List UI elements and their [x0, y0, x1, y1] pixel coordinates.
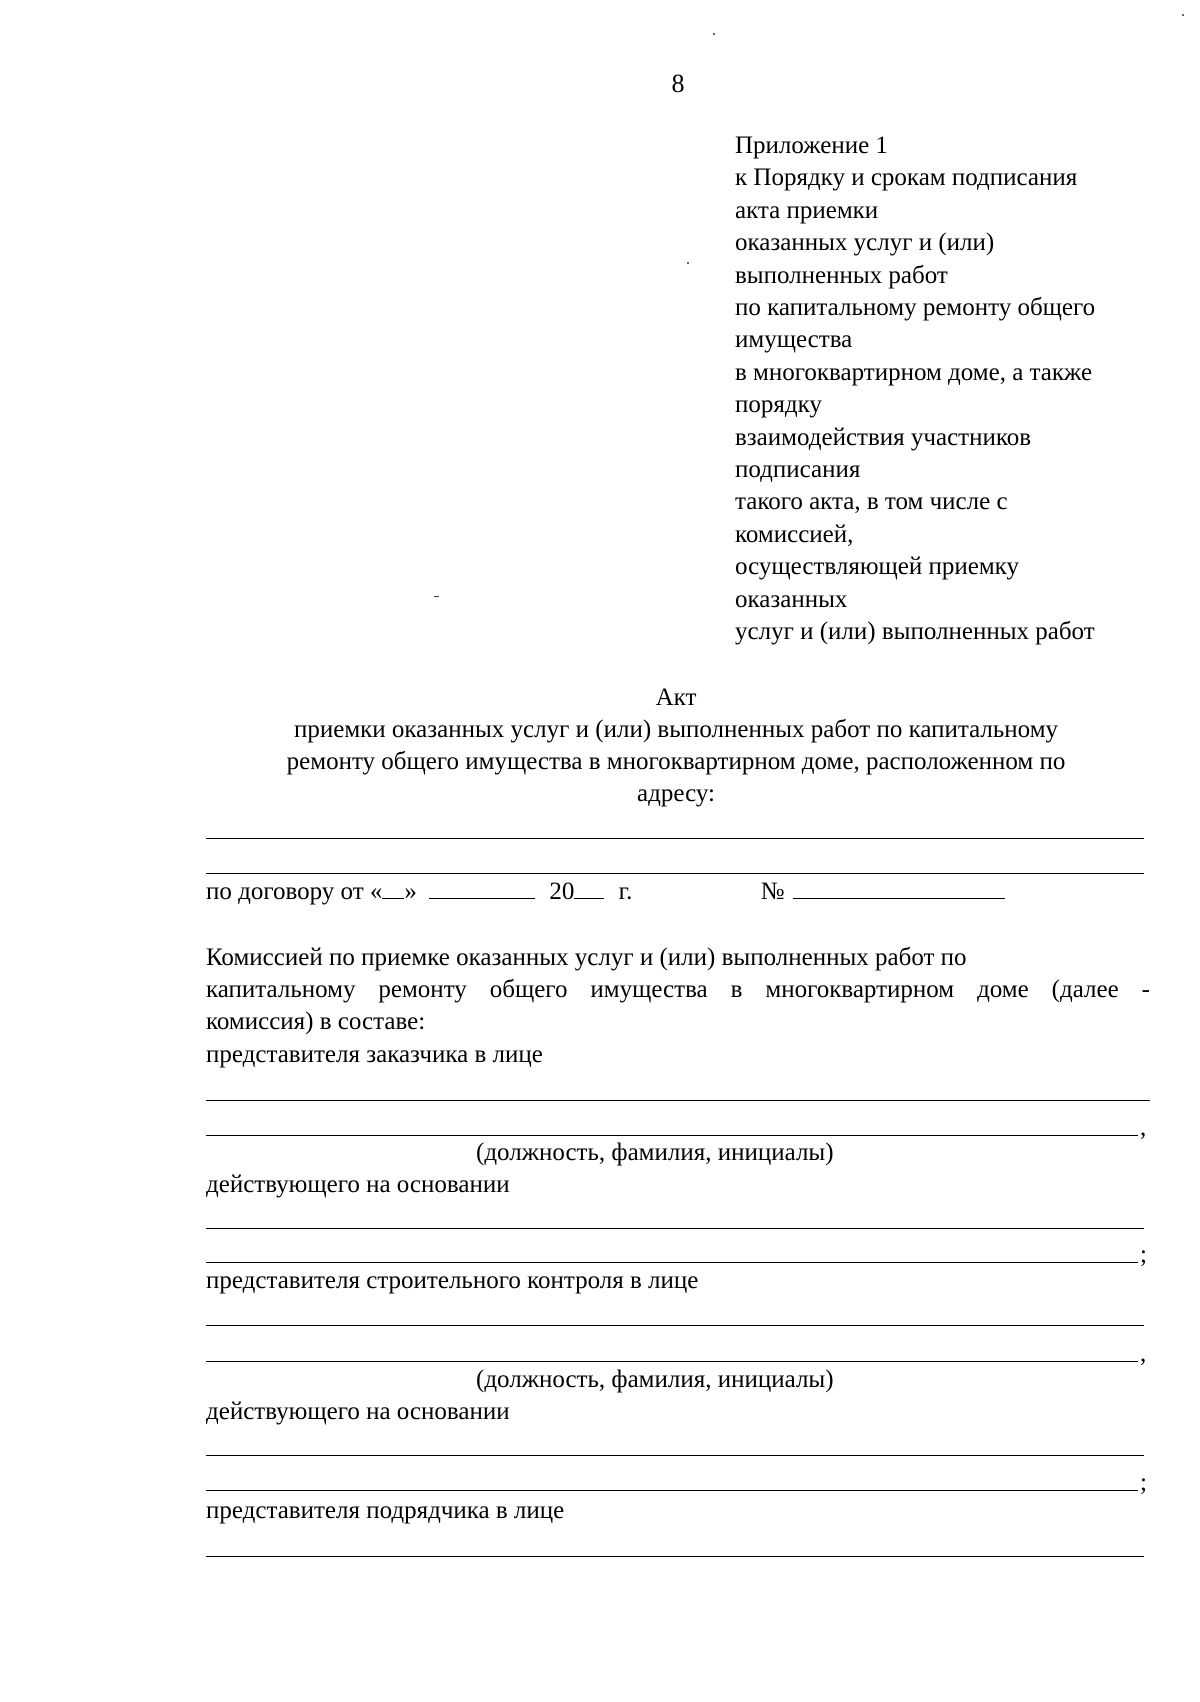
- act-subtitle-line: ремонту общего имущества в многоквартирном доме, расположенном по: [286, 748, 1066, 775]
- contract-month-field[interactable]: [429, 876, 535, 899]
- appendix-line: имущества: [735, 326, 853, 354]
- appendix-line: акта приемки: [735, 196, 879, 224]
- page-number: 8: [671, 69, 685, 98]
- appendix-line: оказанных услуг и (или): [735, 229, 995, 257]
- line-end-semicolon: ;: [1140, 1469, 1147, 1496]
- appendix-line: Приложение 1: [735, 132, 888, 159]
- contract-number-field[interactable]: [793, 876, 1005, 899]
- acting-basis-line[interactable]: [206, 1455, 1144, 1456]
- contractor-representative-label: представителя подрядчика в лице: [206, 1497, 565, 1524]
- appendix-reference-block: [735, 130, 1095, 649]
- contract-year-prefix: 20: [549, 878, 575, 905]
- customer-representative-line[interactable]: [206, 1135, 1138, 1136]
- line-end-comma: ,: [1140, 1114, 1147, 1141]
- appendix-line: порядку: [735, 391, 822, 419]
- acting-basis-label: действующего на основании: [206, 1171, 510, 1198]
- line-end-semicolon: ;: [1140, 1241, 1147, 1268]
- address-line[interactable]: [206, 873, 1144, 874]
- contract-quote-close: »: [404, 878, 417, 905]
- construction-control-line[interactable]: [206, 1361, 1138, 1362]
- appendix-line: взаимодействия участников: [735, 423, 1032, 451]
- act-subtitle-line: приемки оказанных услуг и (или) выполненных работ по капитальному: [293, 716, 1059, 743]
- appendix-line: по капитальному ремонту общего: [735, 294, 1096, 322]
- contract-line: [206, 876, 1005, 908]
- construction-control-line[interactable]: [206, 1325, 1144, 1326]
- act-subtitle-line: адресу:: [637, 780, 715, 807]
- customer-representative-label: представителя заказчика в лице: [206, 1041, 543, 1068]
- acting-basis-line[interactable]: [206, 1228, 1144, 1229]
- contract-year-field[interactable]: [574, 876, 604, 899]
- customer-representative-line[interactable]: [206, 1100, 1150, 1101]
- appendix-line: такого акта, в том числе с: [735, 488, 1008, 516]
- address-line[interactable]: [206, 838, 1144, 839]
- appendix-line: комиссией,: [735, 520, 854, 548]
- appendix-line: услуг и (или) выполненных работ: [735, 618, 1095, 646]
- contract-prefix: по договору от «: [206, 878, 383, 905]
- construction-control-label: представителя строительного контроля в лице: [206, 1267, 699, 1294]
- appendix-line: выполненных работ: [735, 261, 948, 289]
- commission-line: капитальному ремонту общего имущества в многоквартирном доме (далее -: [206, 976, 1150, 1003]
- appendix-line: в многоквартирном доме, а также: [735, 358, 1093, 386]
- position-hint: (должность, фамилия, инициалы): [476, 1366, 834, 1393]
- appendix-line: к Порядку и срокам подписания: [735, 164, 1078, 192]
- acting-basis-line[interactable]: [206, 1490, 1138, 1491]
- scan-speck: [713, 33, 715, 35]
- act-title: Акт: [655, 684, 697, 711]
- commission-line: Комиссией по приемке оказанных услуг и (или) выполненных работ по: [206, 944, 967, 971]
- acting-basis-label: действующего на основании: [206, 1398, 510, 1425]
- appendix-line: осуществляющей приемку: [735, 553, 1019, 581]
- acting-basis-line[interactable]: [206, 1262, 1138, 1263]
- contractor-representative-line[interactable]: [206, 1556, 1144, 1557]
- scan-speck: [1182, 14, 1184, 16]
- commission-line: комиссия) в составе:: [206, 1008, 426, 1035]
- contract-day-field[interactable]: [382, 876, 404, 899]
- scan-speck: [687, 262, 689, 264]
- scan-speck: [434, 596, 439, 597]
- appendix-line: подписания: [735, 456, 861, 484]
- appendix-line: оказанных: [735, 585, 848, 613]
- line-end-comma: ,: [1140, 1340, 1147, 1367]
- contract-number-label: №: [760, 878, 785, 905]
- contract-year-suffix: г.: [618, 878, 633, 905]
- position-hint: (должность, фамилия, инициалы): [476, 1139, 834, 1166]
